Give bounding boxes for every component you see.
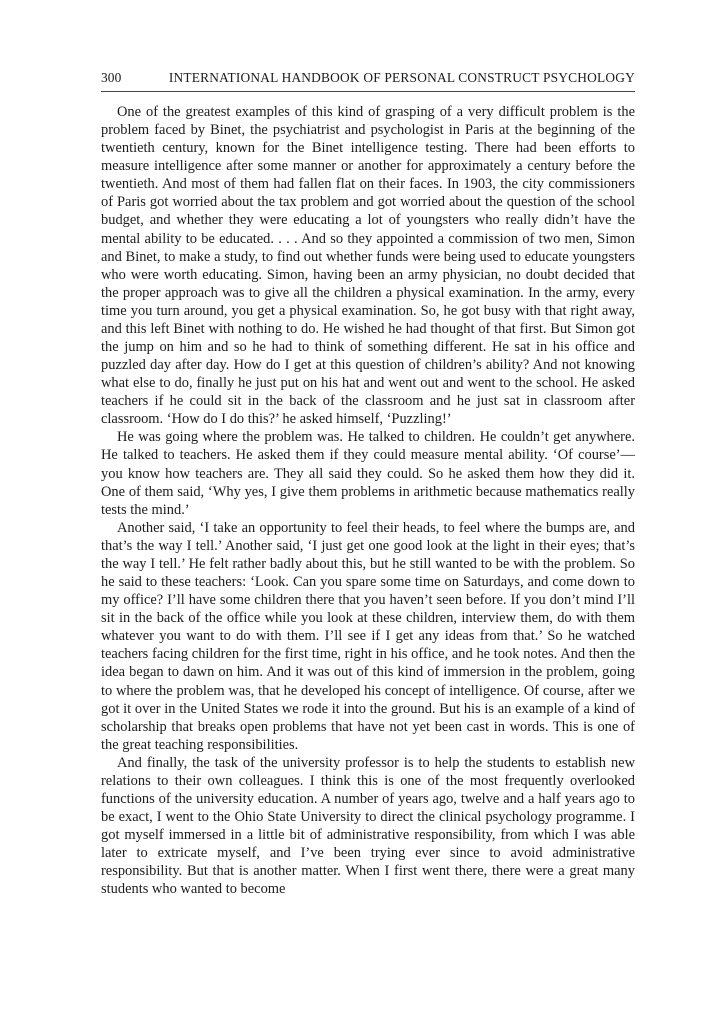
- running-title: INTERNATIONAL HANDBOOK OF PERSONAL CONSTRUCT PSYCHOLOGY: [168, 70, 635, 85]
- body-text: [101, 103, 635, 898]
- paragraph: One of the greatest examples of this kind of grasping of a very difficult problem is the problem faced by Binet, the psychiatrist and psychologist in Paris at the beginning of the twentieth century, known for the Binet intelligence testing. There had been efforts to measure intelligence after some manner or another for approximately a century before the twentieth. And most of them had fallen flat on their faces. In 1903, the city commissioners of Paris got worried about the tax problem and got worried about the question of the school budget, and whether they were educating a lot of youngsters who really didn’t have the mental ability to be educated. . . . And so they appointed a commission of two men, Simon and Binet, to make a study, to find out whether funds were being used to educate youngsters who were worth educating. Simon, having been an army physician, no doubt decided that the proper approach was to give all the children a physical examination. In the army, every time you turn around, you get a physical examination. So, he got busy with that right away, and this left Binet with nothing to do. He wished he had thought of that first. But Simon got the jump on him and so he had to think of something different. He sat in his office and puzzled day after day. How do I get at this question of children’s ability? And not knowing what else to do, finally he just put on his hat and went out and went to the school. He asked teachers if he could sit in the back of the classroom and he just sat in classroom after classroom. ‘How do I do this?’ he asked himself, ‘Puzzling!’: [101, 104, 635, 428]
- running-header: [101, 70, 635, 86]
- paragraph: Another said, ‘I take an opportunity to feel their heads, to feel where the bumps are, and that’s the way I tell.’ Another said, ‘I just get one good look at the light in their eyes; that’s the way I tell.’ He felt rather badly about this, but he still wanted to be with the problem. So he said to these teachers: ‘Look. Can you spare some time on Saturdays, and come down to my office? I’ll have some children there that you haven’t seen before. If you don’t mind I’ll sit in the back of the office while you look at these children, interview them, do with them whatever you want to do with them. I’ll see if I get any ideas from that.’ So he watched teachers facing children for the first time, right in his office, and he took notes. And then the idea began to dawn on him. And it was out of this kind of immersion in the problem, going to where the problem was, that he developed his concept of intelligence. Of course, after we got it over in the United States we rode it into the ground. But his is an example of a kind of scholarship that breaks open problems that have not yet been cast in words. This is one of the great teaching responsibilities.: [101, 519, 635, 753]
- page-number: 300: [101, 70, 122, 85]
- header-rule: [101, 91, 635, 92]
- paragraph: And finally, the task of the university professor is to help the students to establish new relations to their own colleagues. I think this is one of the most frequently overlooked functions of the university education. A number of years ago, twelve and a half years ago to be exact, I went to the Ohio State University to direct the clinical psychology programme. I got myself immersed in a little bit of administrative responsibility, from which I was able later to extricate myself, and I’ve been trying ever since to avoid administrative responsibility. But that is another matter. When I first went there, there were a great many students who wanted to become: [101, 754, 635, 898]
- paragraph: He was going where the problem was. He talked to children. He couldn’t get anywhere. He talked to teachers. He asked them if they could measure mental ability. ‘Of course’—you know how teachers are. They all said they could. So he asked them how they did it. One of them said, ‘Why yes, I give them problems in arithmetic because mathematics really tests the mind.’: [101, 429, 635, 518]
